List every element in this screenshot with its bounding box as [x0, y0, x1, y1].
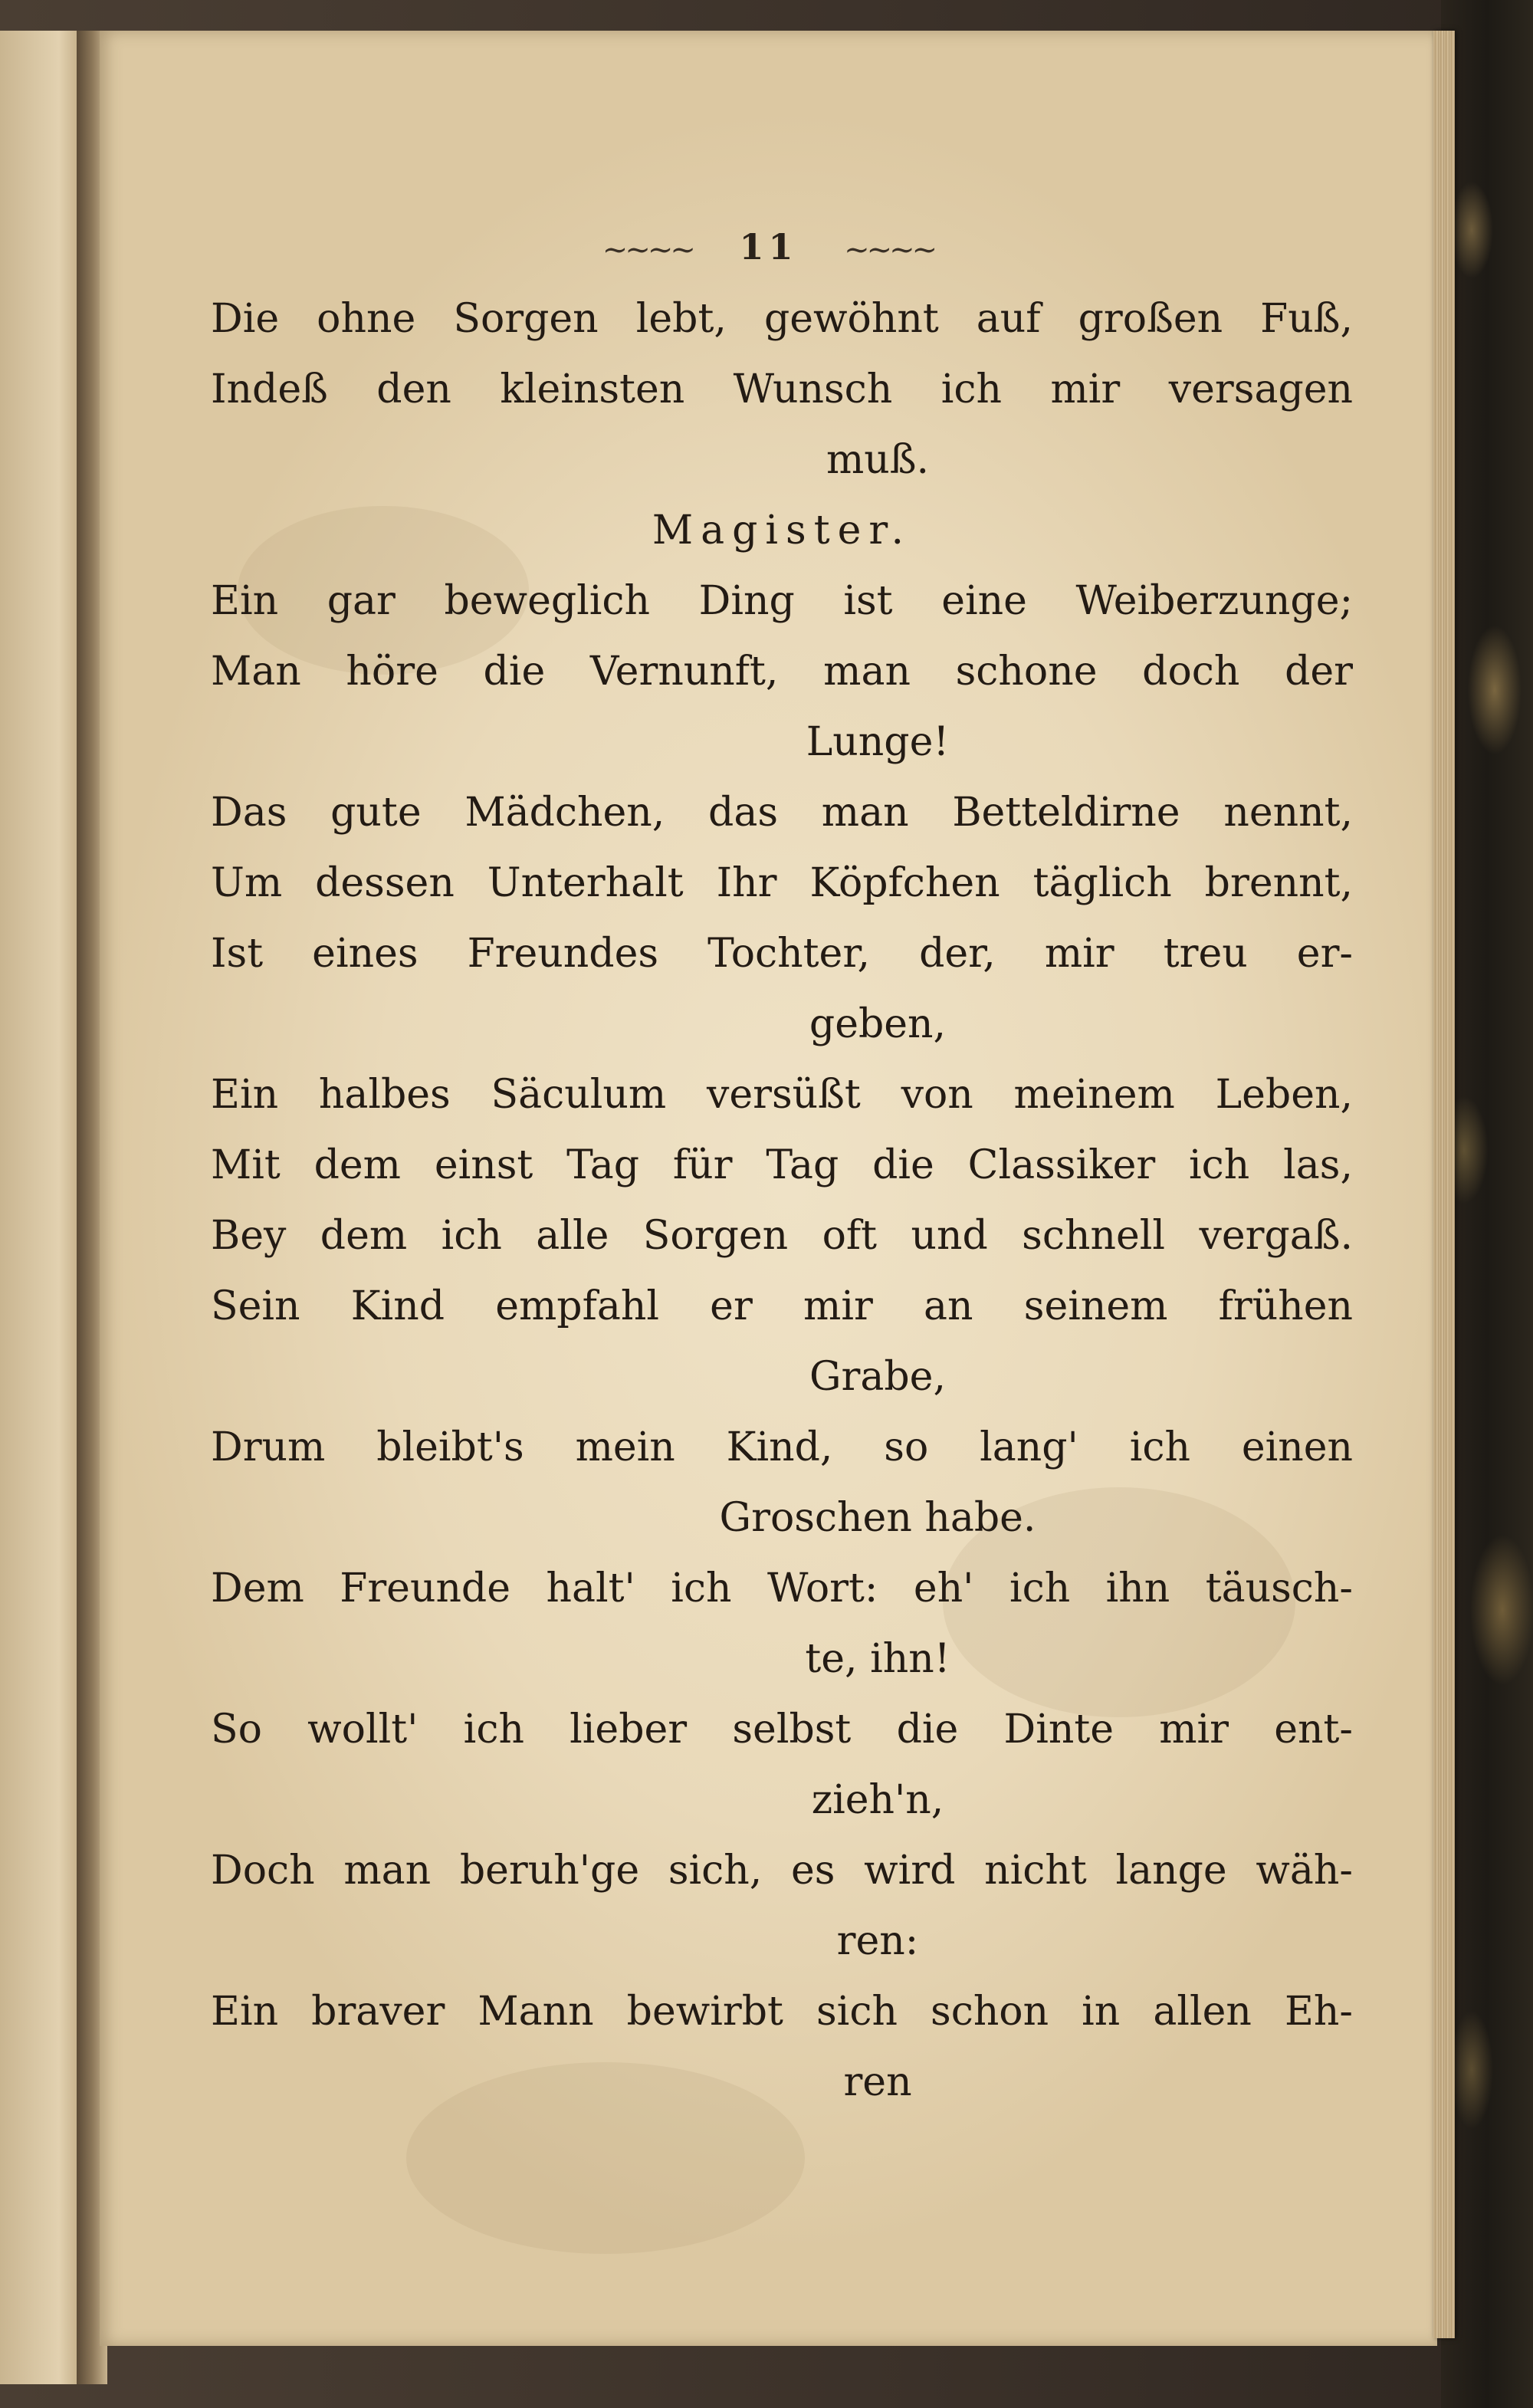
text-line: Sein Kind empfahl er mir an seinem frühen — [211, 1283, 1353, 1329]
marbled-cover-board — [1441, 0, 1533, 2408]
text-line: Ein halbes Säculum versüßt von meinem Leben, — [211, 1072, 1353, 1118]
text-line: Dem Freunde halt' ich Wort: eh' ich ihn täusch- — [211, 1565, 1353, 1611]
text-line: Ein gar beweglich Ding ist eine Weiberzunge; — [211, 578, 1353, 624]
page-number: 11 — [739, 226, 798, 268]
header-ornament-left: ~~~~ — [602, 232, 693, 268]
text-line-continuation: Groschen habe. — [719, 1495, 1036, 1541]
text-line-continuation: ren — [843, 2059, 912, 2105]
text-line: Um dessen Unterhalt Ihr Köpfchen täglich brennt, — [211, 860, 1353, 906]
text-line: Bey dem ich alle Sorgen oft und schnell vergaß. — [211, 1213, 1353, 1259]
text-line-continuation: zieh'n, — [811, 1777, 944, 1823]
text-line: Die ohne Sorgen lebt, gewöhnt auf großen Fuß, — [211, 296, 1353, 342]
text-line: Man höre die Vernunft, man schone doch der — [211, 649, 1353, 695]
text-line-continuation: te, ihn! — [805, 1636, 950, 1682]
text-line: Mit dem einst Tag für Tag die Classiker ich las, — [211, 1142, 1353, 1188]
verse-text-block — [211, 284, 1353, 2117]
text-line: Das gute Mädchen, das man Betteldirne nennt, — [211, 790, 1353, 836]
text-line: Ist eines Freundes Tochter, der, mir treu er- — [211, 931, 1353, 977]
text-line-continuation: ren: — [836, 1918, 919, 1964]
header-ornament-right: ~~~~ — [844, 232, 935, 268]
text-line-continuation: Grabe, — [809, 1354, 946, 1400]
page-header — [100, 226, 1437, 268]
text-line: So wollt' ich lieber selbst die Dinte mir ent- — [211, 1707, 1353, 1753]
text-line: Ein braver Mann bewirbt sich schon in allen Eh- — [211, 1989, 1353, 2035]
text-line: Drum bleibt's mein Kind, so lang' ich einen — [211, 1424, 1353, 1470]
book-page — [100, 31, 1437, 2346]
text-line-continuation: muß. — [826, 437, 930, 483]
text-line: Indeß den kleinsten Wunsch ich mir versagen — [211, 366, 1353, 412]
page-fore-edge — [1433, 31, 1455, 2338]
text-line: Doch man beruh'ge sich, es wird nicht lange wäh- — [211, 1848, 1353, 1894]
text-line-continuation: Lunge! — [806, 719, 950, 765]
speaker-name: Magister. — [652, 508, 912, 554]
facing-page-edge — [0, 31, 84, 2384]
text-line-continuation: geben, — [809, 1001, 947, 1047]
